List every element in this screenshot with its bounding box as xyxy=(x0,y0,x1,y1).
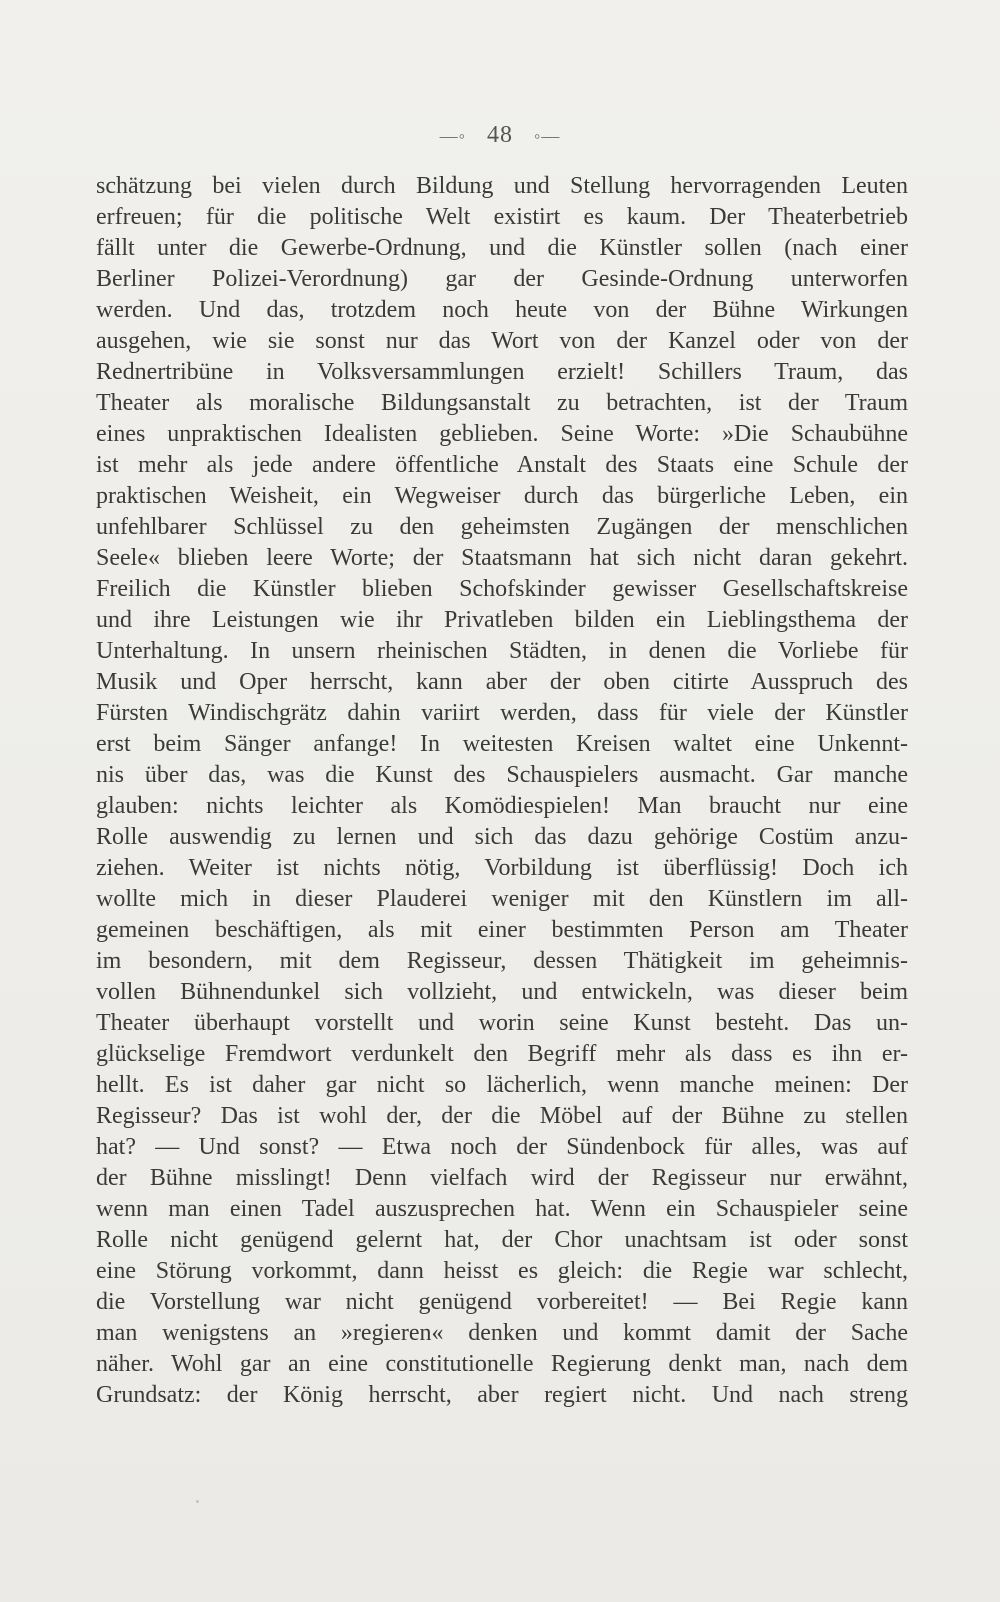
text-line: Rednertribüne in Volksversammlungen erzielt! Schillers Traum, das xyxy=(96,359,908,385)
text-line: erst beim Sänger anfange! In weitesten Kreisen waltet eine Unkennt- xyxy=(96,731,908,757)
text-line: Rolle auswendig zu lernen und sich das dazu gehörige Costüm anzu- xyxy=(96,824,908,850)
text-line: hellt. Es ist daher gar nicht so lächerlich, wenn manche meinen: Der xyxy=(96,1072,908,1098)
text-line: im besondern, mit dem Regisseur, dessen Thätigkeit im geheimnis- xyxy=(96,948,908,974)
text-line: der Bühne misslingt! Denn vielfach wird der Regisseur nur erwähnt, xyxy=(96,1165,908,1191)
text-line: vollen Bühnendunkel sich vollzieht, und entwickeln, was dieser beim xyxy=(96,979,908,1005)
text-line: und ihre Leistungen wie ihr Privatleben bilden ein Lieblingsthema der xyxy=(96,607,908,633)
text-line: Theater überhaupt vorstellt und worin seine Kunst besteht. Das un- xyxy=(96,1010,908,1036)
text-line: ziehen. Weiter ist nichts nötig, Vorbildung ist überflüssig! Doch ich xyxy=(96,855,908,881)
page-header xyxy=(0,122,1000,149)
text-line: Rolle nicht genügend gelernt hat, der Chor unachtsam ist oder sonst xyxy=(96,1227,908,1253)
text-line: Grundsatz: der König herrscht, aber regiert nicht. Und nach streng xyxy=(96,1382,908,1408)
text-line: wollte mich in dieser Plauderei weniger mit den Künstlern im all- xyxy=(96,886,908,912)
paper-speck xyxy=(196,1500,199,1503)
text-line: eine Störung vorkommt, dann heisst es gleich: die Regie war schlecht, xyxy=(96,1258,908,1284)
right-ornament: ◦— xyxy=(534,126,561,146)
text-line: nis über das, was die Kunst des Schauspielers ausmacht. Gar manche xyxy=(96,762,908,788)
text-line: die Vorstellung war nicht genügend vorbereitet! — Bei Regie kann xyxy=(96,1289,908,1315)
text-line: ausgehen, wie sie sonst nur das Wort von der Kanzel oder von der xyxy=(96,328,908,354)
text-line: Berliner Polizei-Verordnung) gar der Gesinde-Ordnung unterworfen xyxy=(96,266,908,292)
page-number: 48 xyxy=(487,122,513,148)
text-line: fällt unter die Gewerbe-Ordnung, und die Künstler sollen (nach einer xyxy=(96,235,908,261)
text-line: Regisseur? Das ist wohl der, der die Möbel auf der Bühne zu stellen xyxy=(96,1103,908,1129)
text-line: Musik und Oper herrscht, kann aber der oben citirte Ausspruch des xyxy=(96,669,908,695)
text-line: ist mehr als jede andere öffentliche Anstalt des Staats eine Schule der xyxy=(96,452,908,478)
text-line: gemeinen beschäftigen, als mit einer bestimmten Person am Theater xyxy=(96,917,908,943)
text-line: eines unpraktischen Idealisten geblieben. Seine Worte: »Die Schaubühne xyxy=(96,421,908,447)
text-line: schätzung bei vielen durch Bildung und Stellung hervorragenden Leuten xyxy=(96,173,908,199)
text-line: Freilich die Künstler blieben Schofskinder gewisser Gesellschaftskreise xyxy=(96,576,908,602)
body-text xyxy=(96,171,908,1411)
text-line: näher. Wohl gar an eine constitutionelle Regierung denkt man, nach dem xyxy=(96,1351,908,1377)
text-line: unfehlbarer Schlüssel zu den geheimsten Zugängen der menschlichen xyxy=(96,514,908,540)
left-ornament: —◦ xyxy=(439,126,466,146)
text-line: man wenigstens an »regieren« denken und kommt damit der Sache xyxy=(96,1320,908,1346)
text-line: praktischen Weisheit, ein Wegweiser durch das bürgerliche Leben, ein xyxy=(96,483,908,509)
text-line: hat? — Und sonst? — Etwa noch der Sündenbock für alles, was auf xyxy=(96,1134,908,1160)
text-line: glauben: nichts leichter als Komödiespielen! Man braucht nur eine xyxy=(96,793,908,819)
text-line: Unterhaltung. In unsern rheinischen Städten, in denen die Vorliebe für xyxy=(96,638,908,664)
text-line: Fürsten Windischgrätz dahin variirt werden, dass für viele der Künstler xyxy=(96,700,908,726)
text-line: Theater als moralische Bildungsanstalt zu betrachten, ist der Traum xyxy=(96,390,908,416)
text-line: werden. Und das, trotzdem noch heute von der Bühne Wirkungen xyxy=(96,297,908,323)
text-line: glückselige Fremdwort verdunkelt den Begriff mehr als dass es ihn er- xyxy=(96,1041,908,1067)
text-line: Seele« blieben leere Worte; der Staatsmann hat sich nicht daran gekehrt. xyxy=(96,545,908,571)
text-line: wenn man einen Tadel auszusprechen hat. Wenn ein Schauspieler seine xyxy=(96,1196,908,1222)
text-line: erfreuen; für die politische Welt existirt es kaum. Der Theaterbetrieb xyxy=(96,204,908,230)
